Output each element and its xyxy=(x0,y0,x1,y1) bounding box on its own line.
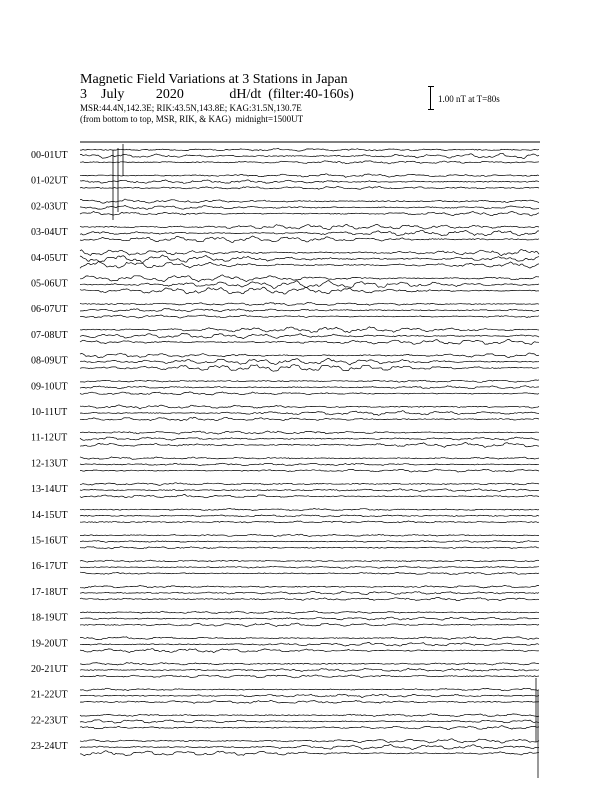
hour-label: 09-10UT xyxy=(31,381,68,393)
hour-label: 18-19UT xyxy=(31,612,68,624)
trace-kag xyxy=(80,405,539,409)
trace-msr xyxy=(80,700,539,703)
trace-rik xyxy=(80,541,539,543)
filter-text: (filter:40-160s) xyxy=(268,87,354,102)
trace-msr xyxy=(80,161,539,164)
trace-rik xyxy=(80,643,539,647)
hour-label: 19-20UT xyxy=(31,638,68,650)
hour-label: 14-15UT xyxy=(31,509,68,521)
trace-rik xyxy=(80,180,539,183)
trace-kag xyxy=(80,611,539,614)
trace-rik xyxy=(80,591,539,594)
trace-msr xyxy=(80,572,539,575)
hour-label: 02-03UT xyxy=(31,201,68,213)
trace-rik xyxy=(80,386,539,389)
trace-rik xyxy=(80,281,539,289)
trace-kag xyxy=(80,224,539,229)
trace-rik xyxy=(80,333,539,338)
month-text: July xyxy=(101,87,125,102)
trace-msr xyxy=(80,339,539,344)
scale-label: 1.00 nT at T=80s xyxy=(438,94,500,104)
trace-msr xyxy=(80,287,539,294)
trace-msr xyxy=(80,443,539,448)
trace-rik xyxy=(80,694,539,697)
trace-kag xyxy=(80,739,539,743)
hour-label: 15-16UT xyxy=(31,535,68,547)
trace-kag xyxy=(80,275,539,282)
trace-msr xyxy=(80,547,539,549)
trace-msr xyxy=(80,417,539,420)
hour-label: 13-14UT xyxy=(31,484,68,496)
trace-msr xyxy=(80,675,539,678)
trace-kag xyxy=(80,327,539,333)
trace-msr xyxy=(80,187,539,190)
trace-msr xyxy=(80,236,539,242)
hour-label: 22-23UT xyxy=(31,715,68,727)
trace-msr xyxy=(80,521,539,523)
hour-label: 16-17UT xyxy=(31,561,68,573)
trace-kag xyxy=(80,174,539,178)
trace-kag xyxy=(80,199,539,203)
trace-rik xyxy=(80,437,539,440)
trace-kag xyxy=(80,250,539,256)
trace-rik xyxy=(80,463,539,465)
trace-kag xyxy=(80,380,539,382)
hour-label: 06-07UT xyxy=(31,304,68,316)
hour-label: 23-24UT xyxy=(31,741,68,753)
trace-kag xyxy=(80,534,539,536)
trace-msr xyxy=(80,495,539,498)
trace-rik xyxy=(80,617,539,620)
trace-msr xyxy=(80,315,539,318)
trace-rik xyxy=(80,720,539,723)
trace-kag xyxy=(80,560,539,562)
trace-msr xyxy=(80,597,539,600)
trace-kag xyxy=(80,637,539,640)
hour-label: 00-01UT xyxy=(31,150,68,161)
trace-rik xyxy=(80,309,539,312)
trace-rik xyxy=(80,153,539,158)
trace-kag xyxy=(80,302,539,305)
trace-kag xyxy=(80,431,539,434)
hour-label: 10-11UT xyxy=(31,407,68,418)
trace-msr xyxy=(80,262,539,269)
trace-msr xyxy=(80,751,539,756)
hour-label: 04-05UT xyxy=(31,252,68,264)
hour-label: 11-12UT xyxy=(31,432,68,444)
trace-rik xyxy=(80,566,539,568)
trace-kag xyxy=(80,663,539,665)
hour-label: 20-21UT xyxy=(31,664,68,675)
trace-kag xyxy=(80,457,539,460)
quantity-text: dH/dt xyxy=(229,87,262,102)
trace-rik xyxy=(80,515,539,517)
stations-line: MSR:44.4N,142.3E; RIK:43.5N,143.8E; KAG:31.5N,130.7E xyxy=(80,103,302,113)
hour-label: 03-04UT xyxy=(31,227,68,239)
trace-kag xyxy=(80,509,539,511)
trace-rik xyxy=(80,359,539,365)
trace-kag xyxy=(80,714,539,717)
trace-rik xyxy=(80,745,539,750)
trace-kag xyxy=(80,688,539,691)
trace-msr xyxy=(80,726,539,730)
trace-rik xyxy=(80,230,539,236)
trace-kag xyxy=(80,353,539,358)
year-text: 2020 xyxy=(155,87,184,102)
day-text: 3 xyxy=(80,87,87,102)
trace-rik xyxy=(80,489,539,492)
trace-rik xyxy=(80,411,539,416)
hour-label: 07-08UT xyxy=(31,329,68,341)
trace-msr xyxy=(80,211,539,216)
midnight-text: midnight=1500UT xyxy=(235,114,304,124)
trace-rik xyxy=(80,205,539,209)
trace-kag xyxy=(80,483,539,486)
trace-rik xyxy=(80,668,539,671)
hour-label: 01-02UT xyxy=(31,175,68,187)
hour-label: 21-22UT xyxy=(31,689,68,701)
trace-msr xyxy=(80,392,539,395)
trace-msr xyxy=(80,365,539,372)
hour-label: 17-18UT xyxy=(31,586,68,598)
chart-title: Magnetic Field Variations at 3 Stations in Japan xyxy=(80,72,348,87)
trace-msr xyxy=(80,623,539,627)
hour-label: 05-06UT xyxy=(31,278,68,290)
trace-kag xyxy=(80,586,539,589)
order-text: (from bottom to top, MSR, RIK, & KAG) xyxy=(80,114,232,124)
trace-msr xyxy=(80,469,539,472)
hour-label: 12-13UT xyxy=(31,458,68,470)
trace-rik xyxy=(80,255,539,262)
trace-msr xyxy=(80,649,539,653)
trace-kag xyxy=(80,148,539,151)
hour-label: 08-09UT xyxy=(31,355,68,367)
